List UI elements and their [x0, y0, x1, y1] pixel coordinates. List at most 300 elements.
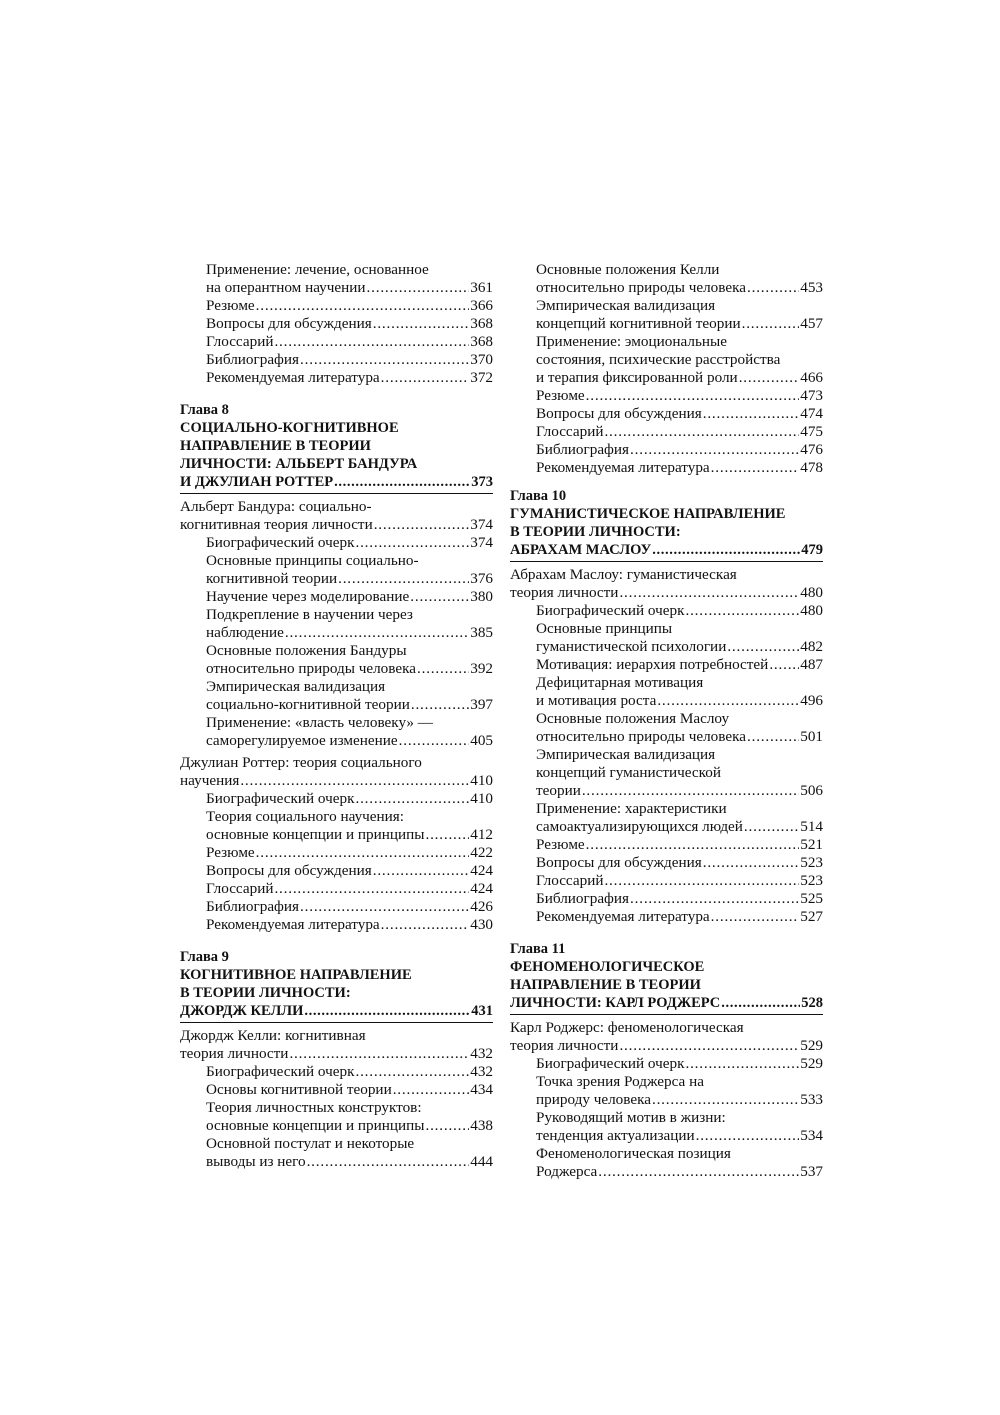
entry-title: Резюме	[536, 836, 585, 853]
toc-entry[interactable]	[510, 854, 823, 872]
dot-leader	[685, 1055, 799, 1073]
toc-entry[interactable]	[180, 588, 493, 606]
toc-column-left	[180, 261, 493, 1171]
toc-entry[interactable]	[510, 602, 823, 620]
chapter-title-line: В ТЕОРИИ ЛИЧНОСТИ:	[180, 985, 351, 1001]
dot-leader	[711, 459, 800, 477]
entry-title: Рекомендуемая литература	[206, 916, 380, 933]
entry-title: Глоссарий	[206, 880, 274, 897]
toc-entry[interactable]	[510, 405, 823, 423]
toc-item[interactable]	[180, 369, 493, 387]
dot-leader	[747, 279, 799, 297]
toc-entry[interactable]	[510, 441, 823, 459]
entry-title: основные концепции и принципы	[206, 1117, 425, 1134]
toc-entry[interactable]	[180, 660, 493, 678]
page-number: 506	[800, 782, 823, 799]
toc-line: Основные положения Бандуры	[206, 642, 407, 659]
chapter-8-heading[interactable]	[180, 401, 493, 494]
dot-leader	[425, 826, 469, 844]
entry-title: ЛИЧНОСТИ: КАРЛ РОДЖЕРС	[510, 995, 721, 1011]
toc-item[interactable]	[510, 441, 823, 459]
page-number: 366	[470, 297, 493, 314]
toc-entry[interactable]	[510, 1091, 823, 1109]
toc-line: Дефицитарная мотивация	[536, 674, 704, 691]
toc-entry[interactable]	[180, 790, 493, 808]
dot-leader	[355, 534, 469, 552]
entry-title: концепций когнитивной теории	[536, 315, 741, 332]
toc-line: Основные принципы	[536, 620, 673, 637]
entry-title: Вопросы для обсуждения	[536, 854, 702, 871]
dot-leader	[721, 994, 800, 1012]
section-items	[180, 790, 493, 934]
page-number: 480	[800, 584, 823, 601]
chapter-title-entry[interactable]	[180, 473, 493, 491]
dot-leader	[256, 297, 470, 315]
toc-item[interactable]	[510, 1055, 823, 1073]
page-number: 475	[800, 423, 823, 440]
entry-title: природу человека	[536, 1091, 651, 1108]
toc-item[interactable]	[510, 890, 823, 908]
toc-entry[interactable]	[180, 732, 493, 750]
dot-leader	[586, 836, 800, 854]
chapter-number: Глава 11	[510, 941, 566, 957]
entry-title: Резюме	[206, 297, 255, 314]
dot-leader	[399, 732, 470, 750]
toc-item[interactable]	[180, 552, 493, 588]
section-heading-entry[interactable]	[510, 1037, 823, 1055]
dot-leader	[703, 405, 800, 423]
page-number: 430	[470, 916, 493, 933]
toc-entry[interactable]	[510, 1127, 823, 1145]
toc-entry[interactable]	[180, 898, 493, 916]
page-number: 361	[470, 279, 493, 296]
toc-entry[interactable]	[510, 279, 823, 297]
toc-line: Эмпирическая валидизация	[206, 678, 386, 695]
dot-leader	[744, 818, 799, 836]
entry-title: научения	[180, 772, 240, 789]
toc-entry[interactable]	[180, 696, 493, 714]
page-number: 474	[800, 405, 823, 422]
toc-entry[interactable]	[180, 916, 493, 934]
chapter-title-line: НАПРАВЛЕНИЕ В ТЕОРИИ	[180, 438, 371, 454]
page-number: 501	[800, 728, 823, 745]
entry-title: Основы когнитивной теории	[206, 1081, 392, 1098]
toc-entry[interactable]	[180, 279, 493, 297]
toc-entry[interactable]	[180, 844, 493, 862]
toc-entry[interactable]	[180, 862, 493, 880]
page-number: 523	[800, 872, 823, 889]
toc-item[interactable]	[180, 808, 493, 844]
dot-leader	[274, 880, 469, 898]
toc-line: состояния, психические расстройства	[536, 351, 781, 368]
toc-line: Применение: характеристики	[536, 800, 727, 817]
entry-title: выводы из него	[206, 1153, 306, 1170]
entry-title: основные концепции и принципы	[206, 826, 425, 843]
toc-item[interactable]	[510, 656, 823, 674]
toc-entry[interactable]	[510, 1163, 823, 1181]
page-number: 432	[470, 1063, 493, 1080]
toc-item[interactable]	[510, 800, 823, 836]
dot-leader	[598, 1163, 799, 1181]
entry-title: когнитивной теории	[206, 570, 338, 587]
page-number: 373	[471, 474, 493, 490]
toc-entry[interactable]	[510, 315, 823, 333]
bandura-section	[180, 498, 493, 750]
page-number: 476	[800, 441, 823, 458]
kelly-section	[180, 1027, 493, 1171]
page-number: 457	[800, 315, 823, 332]
toc-line: Феноменологическая позиция	[536, 1145, 731, 1162]
toc-item[interactable]	[510, 405, 823, 423]
toc-entry[interactable]	[180, 826, 493, 844]
toc-entry[interactable]	[180, 1117, 493, 1135]
toc-entry[interactable]	[510, 387, 823, 405]
toc-entry[interactable]	[510, 423, 823, 441]
toc-item[interactable]	[510, 620, 823, 656]
toc-item[interactable]	[510, 854, 823, 872]
toc-item[interactable]	[180, 1099, 493, 1135]
dot-leader	[425, 1117, 469, 1135]
section-items	[510, 602, 823, 926]
dot-leader	[652, 1091, 799, 1109]
toc-item[interactable]	[510, 261, 823, 297]
entry-title: Биографический очерк	[206, 790, 355, 807]
dot-leader	[355, 1063, 469, 1081]
entry-title: теории	[536, 782, 581, 799]
section-heading-line: Джордж Келли: когнитивная	[180, 1027, 366, 1044]
entry-title: Биографический очерк	[536, 1055, 685, 1072]
section-items	[180, 1063, 493, 1171]
toc-item[interactable]	[510, 333, 823, 387]
toc-item[interactable]	[510, 1073, 823, 1109]
entry-title: Библиография	[536, 890, 630, 907]
toc-entry[interactable]	[510, 656, 823, 674]
chapter-title-line: ЛИЧНОСТИ: АЛЬБЕРТ БАНДУРА	[180, 456, 418, 472]
toc-entry[interactable]	[510, 782, 823, 800]
page-number: 432	[470, 1045, 493, 1062]
toc-item[interactable]	[180, 351, 493, 369]
section-heading-entry[interactable]	[180, 1045, 493, 1063]
chapter-number: Глава 9	[180, 949, 229, 965]
dot-leader	[727, 638, 799, 656]
toc-item[interactable]	[180, 898, 493, 916]
entry-title: Мотивация: иерархия потребностей	[536, 656, 769, 673]
toc-line: Основной постулат и некоторые	[206, 1135, 415, 1152]
page-number: 370	[470, 351, 493, 368]
toc-item[interactable]	[180, 642, 493, 678]
toc-entry[interactable]	[180, 880, 493, 898]
entry-title: Биографический очерк	[206, 1063, 355, 1080]
toc-entry[interactable]	[180, 315, 493, 333]
entry-title: теория личности	[510, 584, 619, 601]
page-number: 487	[800, 656, 823, 673]
entry-title: относительно природы человека	[206, 660, 416, 677]
toc-item[interactable]	[510, 746, 823, 800]
entry-title: Роджерса	[536, 1163, 598, 1180]
entry-title: относительно природы человека	[536, 279, 746, 296]
toc-entry[interactable]	[180, 1063, 493, 1081]
entry-title: Библиография	[536, 441, 630, 458]
page-number: 397	[470, 696, 493, 713]
chapter-title-line: СОЦИАЛЬНО-КОГНИТИВНОЕ	[180, 420, 399, 436]
page-number: 529	[800, 1037, 823, 1054]
toc-item[interactable]	[180, 315, 493, 333]
toc-line: Эмпирическая валидизация	[536, 297, 716, 314]
dot-leader	[300, 351, 469, 369]
toc-item[interactable]	[180, 297, 493, 315]
toc-entry[interactable]	[180, 534, 493, 552]
section-heading-line: Джулиан Роттер: теория социального	[180, 754, 422, 771]
toc-item[interactable]	[180, 916, 493, 934]
toc-entry[interactable]	[180, 351, 493, 369]
entry-title: гуманистической психологии	[536, 638, 727, 655]
entry-title: на оперантном научении	[206, 279, 366, 296]
dot-leader	[604, 423, 799, 441]
page-number: 392	[470, 660, 493, 677]
chapter-title-entry[interactable]	[510, 994, 823, 1012]
entry-title: и мотивация роста	[536, 692, 657, 709]
toc-entry[interactable]	[510, 890, 823, 908]
dot-leader	[657, 692, 799, 710]
dot-leader	[374, 516, 470, 534]
page-number: 376	[470, 570, 493, 587]
toc-line: Эмпирическая валидизация	[536, 746, 716, 763]
page-number: 410	[470, 772, 493, 789]
dot-leader	[739, 369, 800, 387]
toc-entry[interactable]	[510, 638, 823, 656]
dot-leader	[381, 369, 470, 387]
toc-item[interactable]	[510, 836, 823, 854]
chapter-title-line: В ТЕОРИИ ЛИЧНОСТИ:	[510, 524, 681, 540]
page-number: 529	[800, 1055, 823, 1072]
dot-leader	[393, 1081, 470, 1099]
page-number: 480	[800, 602, 823, 619]
toc-entry[interactable]	[180, 333, 493, 351]
toc-item[interactable]	[510, 459, 823, 477]
dot-leader	[685, 602, 799, 620]
entry-title: Биографический очерк	[536, 602, 685, 619]
toc-line: Руководящий мотив в жизни:	[536, 1109, 726, 1126]
toc-item[interactable]	[510, 872, 823, 890]
dot-leader	[652, 541, 800, 559]
chapter-number: Глава 8	[180, 402, 229, 418]
page-number: 434	[470, 1081, 493, 1098]
toc-column-right	[510, 261, 823, 1181]
toc-item[interactable]	[180, 333, 493, 351]
page-number: 496	[800, 692, 823, 709]
dot-leader	[582, 782, 799, 800]
page-number: 525	[800, 890, 823, 907]
toc-entry[interactable]	[510, 818, 823, 836]
toc-entry[interactable]	[180, 369, 493, 387]
toc-entry[interactable]	[510, 908, 823, 926]
chapter-title-entry[interactable]	[510, 541, 823, 559]
section-items	[510, 1055, 823, 1181]
dot-leader	[289, 1045, 469, 1063]
page-number: 424	[470, 862, 493, 879]
dot-leader	[696, 1127, 800, 1145]
entry-title: Научение через моделирование	[206, 588, 410, 605]
toc-entry[interactable]	[510, 459, 823, 477]
entry-title: Глоссарий	[536, 872, 604, 889]
toc-item[interactable]	[510, 387, 823, 405]
toc-entry[interactable]	[510, 872, 823, 890]
section-heading-entry[interactable]	[180, 516, 493, 534]
toc-line: концепций гуманистической	[536, 764, 721, 781]
entry-title: когнитивная теория личности	[180, 516, 373, 533]
toc-item[interactable]	[180, 1081, 493, 1099]
page-number: 431	[471, 1003, 493, 1019]
entry-title: тенденция актуализации	[536, 1127, 695, 1144]
toc-item[interactable]	[510, 1145, 823, 1181]
page-number: 385	[470, 624, 493, 641]
toc-item[interactable]	[180, 606, 493, 642]
page-number: 422	[470, 844, 493, 861]
toc-line: Теория социального научения:	[206, 808, 404, 825]
toc-top-entries-left	[180, 261, 493, 387]
toc-line: Применение: эмоциональные	[536, 333, 727, 350]
toc-line: Основные положения Келли	[536, 261, 720, 278]
page-number: 374	[470, 516, 493, 533]
page-number: 374	[470, 534, 493, 551]
entry-title: социально-когнитивной теории	[206, 696, 410, 713]
toc-entry[interactable]	[180, 1153, 493, 1171]
toc-entry[interactable]	[510, 369, 823, 387]
page-number: 537	[800, 1163, 823, 1180]
dot-leader	[411, 696, 469, 714]
page-number: 405	[470, 732, 493, 749]
page-number: 453	[800, 279, 823, 296]
toc-item[interactable]	[180, 1063, 493, 1081]
page-number: 473	[800, 387, 823, 404]
page-number: 426	[470, 898, 493, 915]
entry-title: Глоссарий	[536, 423, 604, 440]
toc-item[interactable]	[510, 602, 823, 620]
toc-item[interactable]	[180, 790, 493, 808]
toc-entry[interactable]	[180, 297, 493, 315]
rogers-section	[510, 1019, 823, 1181]
entry-title: Рекомендуемая литература	[536, 908, 710, 925]
chapter-title-entry[interactable]	[180, 1002, 493, 1020]
toc-item[interactable]	[510, 297, 823, 333]
chapter-9-heading[interactable]	[180, 948, 493, 1023]
section-heading-line: Карл Роджерс: феноменологическая	[510, 1019, 744, 1036]
dot-leader	[769, 656, 799, 674]
toc-item[interactable]	[180, 534, 493, 552]
chapter-11-heading[interactable]	[510, 940, 823, 1015]
chapter-title-line: КОГНИТИВНОЕ НАПРАВЛЕНИЕ	[180, 967, 412, 983]
page-number: 368	[470, 315, 493, 332]
toc-entry[interactable]	[510, 836, 823, 854]
entry-title: Резюме	[206, 844, 255, 861]
dot-leader	[307, 1153, 470, 1171]
toc-line: Основные принципы социально-	[206, 552, 419, 569]
chapter-10-heading[interactable]	[510, 487, 823, 562]
toc-item[interactable]	[180, 880, 493, 898]
toc-entry[interactable]	[510, 728, 823, 746]
toc-item[interactable]	[510, 674, 823, 710]
toc-item[interactable]	[180, 588, 493, 606]
section-heading-line: Альберт Бандура: социально-	[180, 498, 372, 515]
chapter-title-line: ГУМАНИСТИЧЕСКОЕ НАПРАВЛЕНИЕ	[510, 506, 786, 522]
page-number: 527	[800, 908, 823, 925]
dot-leader	[747, 728, 799, 746]
toc-line: Основные положения Маслоу	[536, 710, 730, 727]
dot-leader	[630, 441, 799, 459]
section-heading-entry[interactable]	[510, 584, 823, 602]
dot-leader	[742, 315, 800, 333]
page-number: 528	[801, 995, 823, 1011]
entry-title: Резюме	[536, 387, 585, 404]
page-number: 482	[800, 638, 823, 655]
toc-item[interactable]	[510, 423, 823, 441]
toc-item[interactable]	[180, 714, 493, 750]
toc-entry[interactable]	[180, 570, 493, 588]
toc-entry[interactable]	[180, 624, 493, 642]
toc-item[interactable]	[510, 710, 823, 746]
toc-item[interactable]	[180, 844, 493, 862]
dot-leader	[373, 315, 470, 333]
page-number: 424	[470, 880, 493, 897]
page-number: 521	[800, 836, 823, 853]
toc-top-entries-right	[510, 261, 823, 477]
entry-title: теория личности	[180, 1045, 289, 1062]
dot-leader	[304, 1002, 470, 1020]
page-number: 479	[801, 542, 823, 558]
page-number: 523	[800, 854, 823, 871]
section-items	[180, 534, 493, 750]
section-heading-entry[interactable]	[180, 772, 493, 790]
entry-title: Библиография	[206, 351, 300, 368]
maslow-section	[510, 566, 823, 926]
toc-item[interactable]	[510, 908, 823, 926]
page-number: 380	[470, 588, 493, 605]
toc-line: Подкрепление в научении через	[206, 606, 413, 623]
dot-leader	[619, 1037, 799, 1055]
dot-leader	[703, 854, 800, 872]
entry-title: саморегулируемое изменение	[206, 732, 398, 749]
toc-entry[interactable]	[510, 692, 823, 710]
entry-title: Рекомендуемая литература	[206, 369, 380, 386]
chapter-title-line: ФЕНОМЕНОЛОГИЧЕСКОЕ	[510, 959, 705, 975]
dot-leader	[355, 790, 469, 808]
toc-line: Теория личностных конструктов:	[206, 1099, 422, 1116]
dot-leader	[410, 588, 469, 606]
toc-item[interactable]	[180, 1135, 493, 1171]
toc-item[interactable]	[180, 678, 493, 714]
page-number: 368	[470, 333, 493, 350]
toc-item[interactable]	[510, 1109, 823, 1145]
dot-leader	[711, 908, 800, 926]
page-number: 514	[800, 818, 823, 835]
dot-leader	[604, 872, 799, 890]
page-number: 412	[470, 826, 493, 843]
page-number: 438	[470, 1117, 493, 1134]
toc-line: Точка зрения Роджерса на	[536, 1073, 704, 1090]
entry-title: Вопросы для обсуждения	[206, 315, 372, 332]
entry-title: Рекомендуемая литература	[536, 459, 710, 476]
entry-title: ДЖОРДЖ КЕЛЛИ	[180, 1003, 304, 1019]
page-number: 444	[470, 1153, 493, 1170]
page-number: 466	[800, 369, 823, 386]
entry-title: теория личности	[510, 1037, 619, 1054]
toc-item[interactable]	[180, 862, 493, 880]
entry-title: Вопросы для обсуждения	[206, 862, 372, 879]
toc-entry[interactable]	[510, 1055, 823, 1073]
toc-item[interactable]	[180, 261, 493, 297]
entry-title: АБРАХАМ МАСЛОУ	[510, 542, 652, 558]
toc-entry[interactable]	[180, 1081, 493, 1099]
